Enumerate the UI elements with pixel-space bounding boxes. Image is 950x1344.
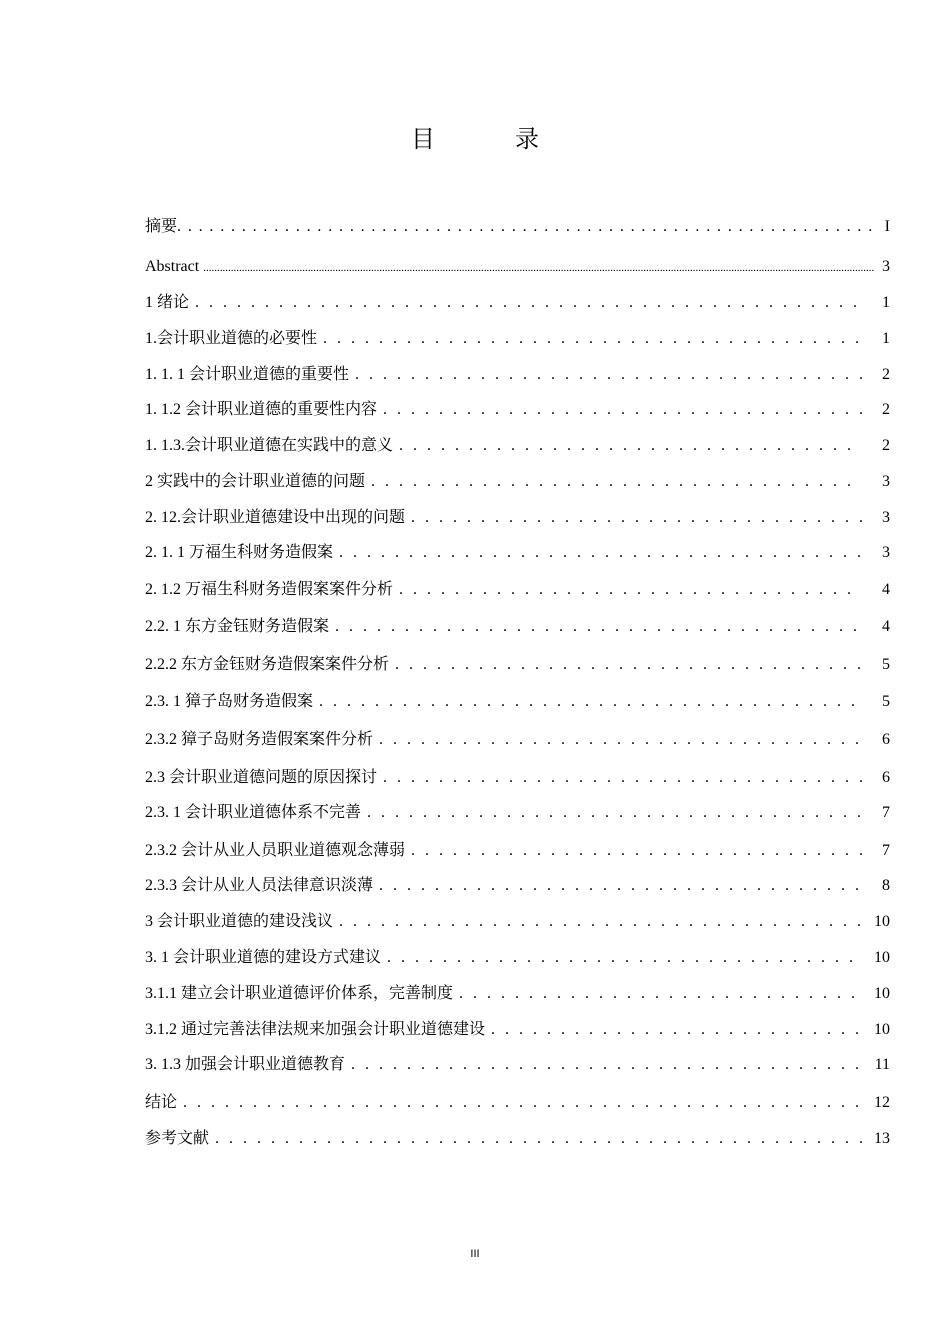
toc-entry-page: 10 <box>874 1021 890 1038</box>
toc-entry[interactable] <box>145 616 890 638</box>
toc-entry-page: 5 <box>882 693 890 710</box>
toc-leader <box>383 767 862 789</box>
toc-entry[interactable] <box>145 542 890 564</box>
toc-leader <box>395 654 862 676</box>
toc-leader <box>323 328 862 350</box>
toc-entry-label: 3. 1.3 加强会计职业道德教育 <box>145 1056 346 1073</box>
toc-entry-label: 2.3.2 獐子岛财务造假案案件分析 <box>145 731 374 748</box>
toc-entry-label: 2.3 会计职业道德问题的原因探讨 <box>145 769 378 786</box>
toc-entry[interactable] <box>145 840 890 862</box>
toc-leader <box>399 435 862 457</box>
toc-leader <box>459 983 862 1005</box>
toc-entry[interactable] <box>145 292 890 314</box>
toc-leader <box>355 364 862 386</box>
toc-entry[interactable] <box>145 1092 890 1114</box>
toc-entry[interactable] <box>145 911 890 933</box>
toc-entry-label: 1. 1. 1 会计职业道德的重要性 <box>145 366 350 383</box>
toc-entry[interactable] <box>145 471 890 493</box>
toc-entry-page: 6 <box>882 769 890 786</box>
toc-leader <box>379 875 862 897</box>
toc-leader <box>183 1092 862 1114</box>
toc-leader <box>383 399 862 421</box>
toc-entry[interactable] <box>145 1128 890 1150</box>
toc-entry[interactable] <box>145 875 890 897</box>
toc-entry[interactable] <box>145 802 890 824</box>
toc-entry-page: 4 <box>882 581 890 598</box>
toc-entry-label: 结论 <box>145 1094 178 1111</box>
toc-leader <box>399 579 862 601</box>
toc-entry[interactable] <box>145 399 890 421</box>
toc-entry-page: 6 <box>882 731 890 748</box>
toc-entry-label: 2.3.2 会计从业人员职业道德观念薄弱 <box>145 842 406 859</box>
toc-entry-page: 7 <box>882 842 890 859</box>
toc-entry-label: 3. 1 会计职业道德的建设方式建议 <box>145 949 382 966</box>
toc-entry-page: 2 <box>882 437 890 454</box>
toc-entry-label: 1. 1.2 会计职业道德的重要性内容 <box>145 401 378 418</box>
toc-leader <box>203 257 874 279</box>
toc-entry[interactable] <box>145 654 890 676</box>
toc-entry-page: 7 <box>882 804 890 821</box>
toc-entry-page: 10 <box>874 913 890 930</box>
page-title: 目 录 <box>411 127 567 153</box>
toc-entry-page: I <box>884 218 890 235</box>
toc-entry[interactable] <box>145 1054 890 1076</box>
toc-entry-page: 10 <box>874 949 890 966</box>
toc-entry[interactable] <box>145 691 890 713</box>
toc-entry-page: 10 <box>874 985 890 1002</box>
toc-entry[interactable] <box>145 364 890 386</box>
toc-entry-page: 11 <box>874 1056 890 1073</box>
toc-entry-label: 2. 12.会计职业道德建设中出现的问题 <box>145 509 406 526</box>
toc-entry[interactable] <box>145 729 890 751</box>
toc-entry-label: 1 绪论 <box>145 294 190 311</box>
toc-entry-page: 1 <box>882 330 890 347</box>
toc-entry-label: 1. 1.3.会计职业道德在实践中的意义 <box>145 437 394 454</box>
toc-entry[interactable] <box>145 579 890 601</box>
toc-entry-label: 2. 1.2 万福生科财务造假案案件分析 <box>145 581 394 598</box>
toc-entry-page: 8 <box>882 877 890 894</box>
toc-entry-label: 2.2.2 东方金钰财务造假案案件分析 <box>145 656 390 673</box>
toc-leader <box>351 1054 862 1076</box>
toc-entry-label: 参考文献 <box>145 1130 210 1147</box>
toc-leader <box>177 216 880 238</box>
toc-leader <box>379 729 862 751</box>
toc-entry-page: 2 <box>882 366 890 383</box>
toc-entry-label: 3 会计职业道德的建设浅议 <box>145 913 334 930</box>
toc-entry-label: 1.会计职业道德的必要性 <box>145 330 318 347</box>
toc-entry-label: 2. 1. 1 万福生科财务造假案 <box>145 544 334 561</box>
toc-leader <box>319 691 862 713</box>
toc-entry-page: 4 <box>882 618 890 635</box>
toc-entry-page: 3 <box>882 473 890 490</box>
footer-page-number: III <box>470 1248 480 1260</box>
toc-entry-page: 2 <box>882 401 890 418</box>
toc-entry-label: 2.3. 1 会计职业道德体系不完善 <box>145 804 362 821</box>
toc-entry-page: 13 <box>874 1130 890 1147</box>
toc-entry-label: 2.2. 1 东方金钰财务造假案 <box>145 618 330 635</box>
toc-entry-label: 摘要 <box>145 218 178 235</box>
toc-entry[interactable] <box>145 1019 890 1041</box>
toc-leader <box>387 947 862 969</box>
toc-entry-label: 2 实践中的会计职业道德的问题 <box>145 473 366 490</box>
toc-entry-label: 2.3. 1 獐子岛财务造假案 <box>145 693 314 710</box>
toc-entry[interactable] <box>145 507 890 529</box>
toc-leader <box>195 292 862 314</box>
toc-entry[interactable] <box>145 947 890 969</box>
toc-leader <box>411 840 862 862</box>
toc-entry-page: 1 <box>882 294 890 311</box>
toc-leader <box>371 471 862 493</box>
toc-leader <box>491 1019 862 1041</box>
toc-entry[interactable] <box>145 256 890 278</box>
toc-entry-page: 3 <box>882 509 890 526</box>
toc-entry[interactable] <box>145 767 890 789</box>
toc-entry-page: 3 <box>882 258 890 275</box>
toc-entry[interactable] <box>145 216 890 238</box>
toc-entry[interactable] <box>145 328 890 350</box>
toc-entry-label: 2.3.3 会计从业人员法律意识淡薄 <box>145 877 374 894</box>
toc-entry-label: 3.1.2 通过完善法律法规来加强会计职业道德建设 <box>145 1021 486 1038</box>
toc-entry-page: 5 <box>882 656 890 673</box>
toc-entry[interactable] <box>145 983 890 1005</box>
toc-entry-page: 12 <box>874 1094 890 1111</box>
toc-leader <box>215 1128 862 1150</box>
toc-entry-label: Abstract <box>145 258 200 275</box>
toc-leader <box>411 507 862 529</box>
toc-leader <box>339 542 862 564</box>
toc-leader <box>339 911 862 933</box>
toc-entry-label: 3.1.1 建立会计职业道德评价体系，完善制度 <box>145 985 454 1002</box>
toc-leader <box>367 802 862 824</box>
toc-leader <box>335 616 862 638</box>
toc-entry[interactable] <box>145 435 890 457</box>
toc-entry-page: 3 <box>882 544 890 561</box>
